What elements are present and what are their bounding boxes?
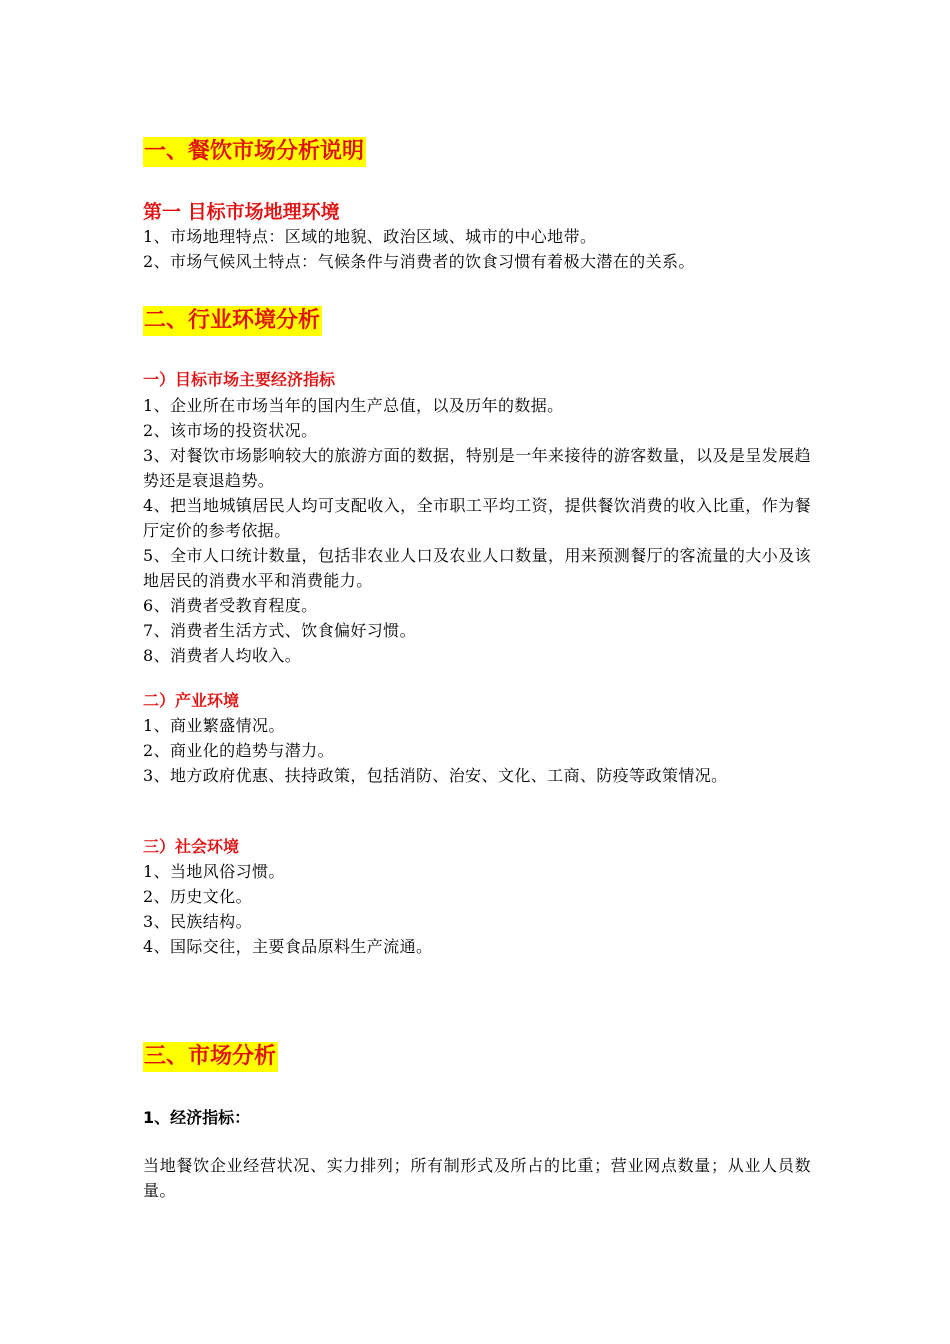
list-item: 8、消费者人均收入。 [143, 646, 302, 665]
section-title-2: 二、行业环境分析 [143, 306, 322, 336]
list-item: 2、该市场的投资状况。 [143, 421, 318, 440]
list-item: 4、国际交往，主要食品原料生产流通。 [143, 937, 433, 956]
paragraph: 当地餐饮企业经营状况、实力排列；所有制形式及所占的比重；营业网点数量；从业人员数量。 [143, 1156, 811, 1200]
list-item: 7、消费者生活方式、饮食偏好习惯。 [143, 621, 416, 640]
list-item: 3、民族结构。 [143, 912, 252, 931]
list-item: 5、全市人口统计数量，包括非农业人口及农业人口数量，用来预测餐厅的客流量的大小及该地居民的消费水平和消费能力。 [143, 546, 811, 590]
subsection-title-economic-indicators-market: 1、经济指标： [143, 1108, 251, 1127]
list-item: 1、商业繁盛情况。 [143, 716, 285, 735]
subsection-title-economic-indicators: 一）目标市场主要经济指标 [143, 370, 336, 389]
list-item: 2、商业化的趋势与潜力。 [143, 741, 334, 760]
list-item: 3、对餐饮市场影响较大的旅游方面的数据，特别是一年来接待的游客数量，以及是呈发展趋势还是衰退趋势。 [143, 446, 811, 490]
list-item: 1、当地风俗习惯。 [143, 862, 285, 881]
subsection-title-geography: 第一 目标市场地理环境 [143, 201, 340, 223]
list-item: 4、把当地城镇居民人均可支配收入，全市职工平均工资，提供餐饮消费的收入比重，作为餐厅定价的参考依据。 [143, 496, 811, 540]
section-title-3: 三、市场分析 [143, 1042, 278, 1072]
list-item: 1、企业所在市场当年的国内生产总值，以及历年的数据。 [143, 396, 564, 415]
list-item: 3、地方政府优惠、扶持政策，包括消防、治安、文化、工商、防疫等政策情况。 [143, 766, 728, 785]
section-title-1: 一、餐饮市场分析说明 [143, 137, 366, 167]
list-item: 2、市场气候风土特点：气候条件与消费者的饮食习惯有着极大潜在的关系。 [143, 252, 695, 271]
list-item: 2、历史文化。 [143, 887, 252, 906]
list-item: 1、市场地理特点：区域的地貌、政治区域、城市的中心地带。 [143, 227, 597, 246]
subsection-title-industry-environment: 二）产业环境 [143, 691, 240, 710]
list-item: 6、消费者受教育程度。 [143, 596, 318, 615]
subsection-title-social-environment: 三）社会环境 [143, 837, 240, 856]
